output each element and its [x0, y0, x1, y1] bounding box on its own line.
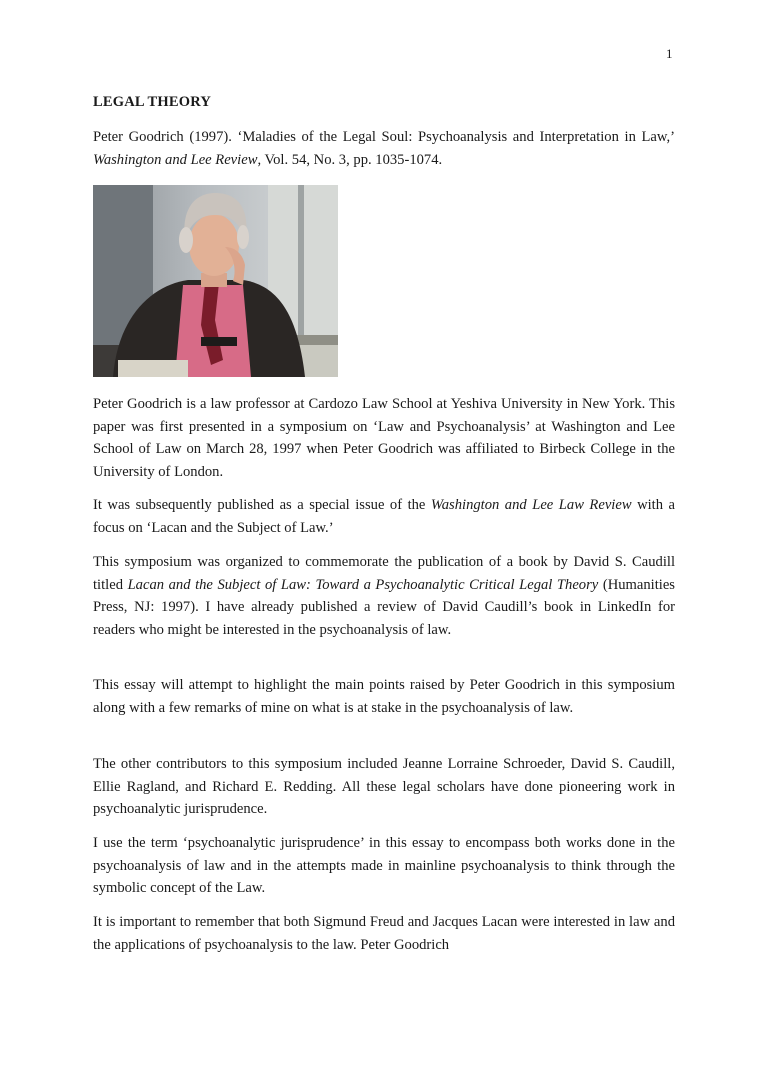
paragraph-1: Peter Goodrich is a law professor at Cardozo Law School at Yeshiva University in New York. This paper was first presented in a symposium on ‘Law and Psychoanalysis’ at Washington and Lee School of Law on March 28, 1997 when Peter Goodrich was affiliated to Birbeck College in the University of London.: [93, 396, 675, 480]
citation-text: Peter Goodrich (1997). ‘Maladies of the Legal Soul: Psychoanalysis and Interpretation in Law,’: [93, 129, 675, 145]
section-heading: LEGAL THEORY: [93, 94, 212, 110]
paragraph-5: The other contributors to this symposium included Jeanne Lorraine Schroeder, David S. Caudill, Ellie Ragland, and Richard E. Redding. All these legal scholars have done pioneering work in psychoanalytic jurisprudence.: [93, 756, 675, 817]
journal-title: Washington and Lee Review: [93, 151, 258, 168]
paragraph-3-text-end: (Humanities Press, NJ: 1997). I have already published a review of David Caudill’s book in LinkedIn for readers who might be interested in the psychoanalysis of law.: [93, 576, 675, 638]
paragraph-4: This essay will attempt to highlight the main points raised by Peter Goodrich in this symposium along with a few remarks of mine on what is at stake in the psychoanalysis of law.: [93, 677, 675, 716]
paragraph-6: I use the term ‘psychoanalytic jurisprudence’ in this essay to encompass both works done in the psychoanalysis of law and in the attempts made in mainline psychoanalysis to think through the symbolic concept of the Law.: [93, 835, 675, 896]
paragraph-2-text-end: with a focus on ‘Lacan and the Subject of Law.’: [93, 497, 675, 536]
paragraph-2: [93, 494, 675, 539]
paragraph-2-text: It was subsequently published as a special issue of the: [93, 497, 431, 513]
author-photo: [93, 185, 338, 377]
paragraph-3-text: This symposium was organized to commemorate the publication of a book by David S. Caudill titled: [93, 554, 675, 593]
paragraph-3: [93, 551, 675, 641]
book-title: Lacan and the Subject of Law: Toward a Psychoanalytic Critical Legal Theory: [127, 576, 599, 593]
journal-name: Washington and Lee Law Review: [430, 497, 632, 513]
page-number: 1: [666, 46, 673, 61]
citation-details: , Vol. 54, No. 3, pp. 1035-1074.: [257, 151, 443, 168]
citation-paragraph: [93, 126, 675, 171]
paragraph-7: It is important to remember that both Sigmund Freud and Jacques Lacan were interested in law and the applications of psychoanalysis to the law. Peter Goodrich: [93, 914, 675, 953]
